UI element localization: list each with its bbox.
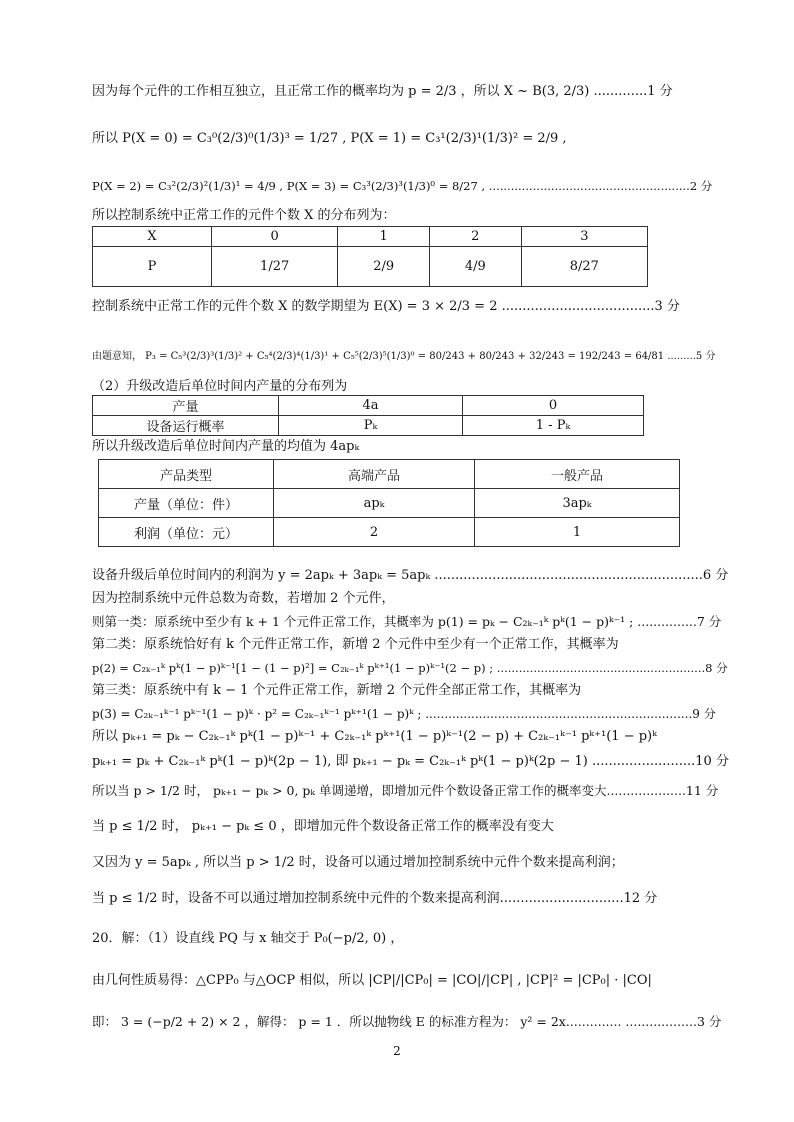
line-23: 由几何性质易得：△CPP₀ 与△OCP 相似，所以 |CP|/|CP₀| = |CO|/|CP| , |CP|² = |CP₀| · |CO| (92, 973, 652, 988)
line-24: 即： 3 = (−p/2 + 2) × 2 ，解得： p = 1 ．所以抛物线 E 的标准方程为： y² = 2x.............. ..................3 分 (92, 1014, 722, 1029)
line-10: 因为控制系统中元件总数为奇数，若增加 2 个元件， (92, 591, 395, 606)
line-9: 设备升级后单位时间内的利润为 y = 2apₖ + 3apₖ = 5apₖ .................................................................6 分 (92, 568, 729, 583)
line-17: pₖ₊₁ = pₖ + C₂ₖ₋₁ᵏ pᵏ(1 − p)ᵏ(2p − 1), 即 pₖ₊₁ − pₖ = C₂ₖ₋₁ᵏ pᵏ(1 − p)ᵏ(2p − 1) .........................10 分 (92, 754, 729, 769)
line-6: 由题意知， P₃ = C₅³(2/3)³(1/3)² + C₅⁴(2/3)⁴(1/3)¹ + C₅⁵(2/3)⁵(1/3)⁰ = 80/243 + 80/243 + 32/243 = 192/243 = 64/81 .........5 分 (92, 351, 716, 362)
line-14: 第三类：原系统中有 k − 1 个元件正常工作，新增 2 个元件全部正常工作，其概率为 (92, 683, 582, 698)
table2-cell: Pₖ (279, 416, 463, 436)
line-19: 当 p ≤ 1/2 时， pₖ₊₁ − pₖ ≤ 0 ，即增加元件个数设备正常工作的概率没有变大 (92, 819, 554, 834)
line-11: 则第一类：原系统中至少有 k + 1 个元件正常工作，其概率为 p(1) = pₖ − C₂ₖ₋₁ᵏ pᵏ(1 − p)ᵏ⁻¹ ; ...............7 分 (92, 614, 722, 629)
table2-cell: 0 (463, 396, 644, 416)
product-table (98, 459, 680, 547)
line-18: 所以当 p > 1/2 时， pₖ₊₁ − pₖ > 0, pₖ 单调递增，即增加元件个数设备正常工作的概率变大....................11 分 (92, 783, 719, 798)
line-7: （2）升级改造后单位时间内产量的分布列为 (92, 379, 348, 394)
table1-cell: 4/9 (429, 247, 521, 287)
table3-cell: apₖ (274, 489, 475, 518)
table1-header-1: 1 (338, 227, 430, 247)
line-21: 当 p ≤ 1/2 时，设备不可以通过增加控制系统中元件的个数来提高利润..............................12 分 (92, 891, 658, 906)
table1-header-2: 2 (429, 227, 521, 247)
table3-cell: 高端产品 (274, 460, 475, 489)
table1-cell: 8/27 (521, 247, 647, 287)
line-15: p(3) = C₂ₖ₋₁ᵏ⁻¹ pᵏ⁻¹(1 − p)ᵏ · p² = C₂ₖ₋₁ᵏ⁻¹ pᵏ⁺¹(1 − p)ᵏ ; ......................................................................9 分 (92, 707, 716, 721)
table1-header-0: 0 (212, 227, 338, 247)
output-distribution-table (92, 395, 644, 436)
table3-cell: 利润（单位：元） (99, 518, 274, 547)
table2-cell: 1 - Pₖ (463, 416, 644, 436)
line-3: P(X = 2) = C₃²(2/3)²(1/3)¹ = 4/9 , P(X = 3) = C₃³(2/3)³(1/3)⁰ = 8/27 , .......................................................2 分 (92, 179, 713, 193)
line-13: p(2) = C₂ₖ₋₁ᵏ pᵏ(1 − p)ᵏ⁻¹[1 − (1 − p)²] = C₂ₖ₋₁ᵏ pᵏ⁺¹(1 − p)ᵏ⁻¹(2 − p) ; .........................................................8 分 (92, 661, 728, 675)
table3-cell: 产量（单位：件） (99, 489, 274, 518)
line-16: 所以 pₖ₊₁ = pₖ − C₂ₖ₋₁ᵏ pᵏ(1 − p)ᵏ⁻¹ + C₂ₖ₋₁ᵏ pᵏ⁺¹(1 − p)ᵏ⁻¹(2 − p) + C₂ₖ₋₁ᵏ⁻¹ pᵏ⁺¹(1 − p)ᵏ (92, 729, 657, 744)
line-22: 20．解：（1）设直线 PQ 与 x 轴交于 P₀(−p/2, 0) ， (92, 931, 404, 946)
table2-cell: 4a (279, 396, 463, 416)
table2-cell: 产量 (93, 396, 279, 416)
table2-cell: 设备运行概率 (93, 416, 279, 436)
table3-cell: 1 (475, 518, 680, 547)
distribution-table (92, 226, 648, 287)
table3-cell: 2 (274, 518, 475, 547)
table3-cell: 产品类型 (99, 460, 274, 489)
page-number: 2 (393, 1044, 401, 1058)
table3-cell: 3apₖ (475, 489, 680, 518)
table1-header-x: X (93, 227, 212, 247)
line-1: 因为每个元件的工作相互独立，且正常工作的概率均为 p = 2/3 ，所以 X ~ B(3, 2/3) .............1 分 (92, 84, 673, 99)
table1-row-label: P (93, 247, 212, 287)
table1-header-3: 3 (521, 227, 647, 247)
table1-cell: 1/27 (212, 247, 338, 287)
line-8: 所以升级改造后单位时间内产量的均值为 4apₖ (92, 439, 360, 454)
line-5: 控制系统中正常工作的元件个数 X 的数学期望为 E(X) = 3 × 2/3 = 2 .....................................3 分 (92, 299, 680, 314)
line-4: 所以控制系统中正常工作的元件个数 X 的分布列为： (92, 208, 396, 223)
line-20: 又因为 y = 5apₖ , 所以当 p > 1/2 时，设备可以通过增加控制系统中元件个数来提高利润； (92, 855, 624, 870)
table3-cell: 一般产品 (475, 460, 680, 489)
line-2: 所以 P(X = 0) = C₃⁰(2/3)⁰(1/3)³ = 1/27 , P(X = 1) = C₃¹(2/3)¹(1/3)² = 2/9 , (92, 131, 567, 146)
line-12: 第二类：原系统恰好有 k 个元件正常工作，新增 2 个元件中至少有一个正常工作，其概率为 (92, 637, 619, 652)
table1-cell: 2/9 (338, 247, 430, 287)
